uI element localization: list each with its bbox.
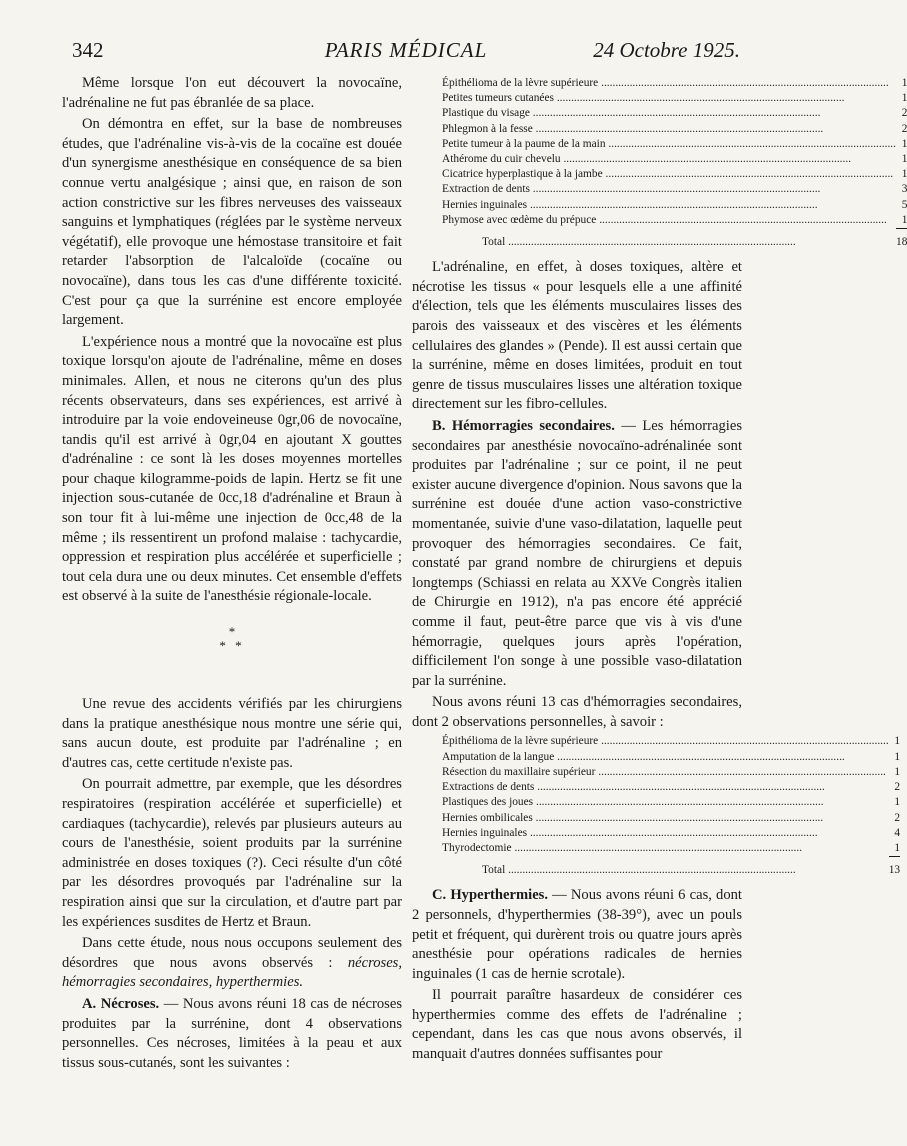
case-label: Petites tumeurs cutanées ..... (442, 92, 844, 104)
table-row (442, 137, 907, 152)
table-row (442, 841, 900, 857)
case-count: 5 (901, 198, 907, 211)
table-row (442, 198, 907, 213)
paragraph: On démontra en effet, sur la base de nombreuses études, que l'adrénaline vis-à-vis de la cocaïne est douée d'un synergisme anesthésique en conséquence de sa bien connue vertu analgésique ; ainsi que, en raison de son action constrictive sur les fibres nerveuses des vaisseaux sanguins et lymphatiques (réglées par le système nerveux végétatif), elle provoque une hémostase transitoire et fait retarder l'absorption de l'alcaloïde (cocaïne ou novocaïne), dans tous les cas d'une différente toxicité. C'est pour ça que la surrénine est encore employée largement. (62, 116, 402, 329)
case-label: Extractions de dents ..... (442, 781, 825, 793)
case-label: Épithélioma de la lèvre supérieure ..... (442, 77, 889, 89)
hemorragies-table (442, 734, 900, 878)
table-row (442, 765, 900, 780)
necroses-table (442, 76, 907, 250)
right-column (412, 74, 907, 1065)
section-heading: B. Hémorragies secondaires. (432, 417, 615, 434)
case-label: Hernies ombilicales ..... (442, 812, 823, 824)
table-row (442, 750, 900, 765)
paragraph: Dans cette étude, nous nous occupons seulement des désordres que nous avons observés : nécroses, hémorragies secondaires, hyperthermies. (62, 935, 402, 991)
paragraph: L'adrénaline, en effet, à doses toxiques, altère et nécrotise les tissus « pour lesquels elle a une affinité d'élection, tels que les éléments musculaires lisses des parois des vaisseaux et des viscères et les éléments cellulaires des glandes » (Pende). Il est aussi certain que la surrénine, même en doses limitées, produit en tout genre de tissus musculaires lisses une altération toxique directement sur les fibro-cellules. (412, 259, 742, 413)
case-label: Hernies inguinales ..... (442, 199, 818, 211)
table-row (442, 122, 907, 137)
paragraph: Une revue des accidents vérifiés par les chirurgiens dans la pratique anesthésique nous montre une série qui, sans aucun doute, est produite par l'adrénaline ; en d'autres cas, cette certitude n'existe pas. (62, 696, 402, 771)
case-count: 1 (901, 92, 907, 105)
case-label: Phymose avec œdème du prépuce ..... (442, 214, 887, 226)
page-number: 342 (72, 38, 104, 62)
total-count: 18 (896, 229, 907, 251)
case-label: Plastique du visage ..... (442, 107, 820, 119)
section-hemorragies: B. Hémorragies secondaires. — Les hémorragies secondaires par anesthésie novocaïno-adrénalinée sont produites par l'adrénaline ; sur ce point, il ne peut exister aucune divergence d'opinion. Nous savons que la surrénine est douée d'une action vaso-constrictive momentanée, suivie d'une vaso-dilatation, laquelle peut provoquer des hémorragies secondaires. Ce fait, constaté par grand nombre de chirurgiens et depuis longtemps (Schiassi en relata au XXVe Congrès italien de Chirurgie en 1912), n'a pas encore été apprécié comme il faut, peut-être parce que vis à vis d'une hémorragie, quelques jours après l'opération, difficilement l'on songe à une possible vaso-dilatation par la surrénine. (412, 417, 742, 689)
table-total-row (442, 229, 907, 251)
paragraph: L'expérience nous a montré que la novocaïne est plus toxique lorsqu'on ajoute de l'adrénaline, même en doses minimales. Allen, et nous ne citerons qu'un des plus récents observateurs, dans ses expériences, est arrivé à introduire par la voie endoveineuse 0gr,06 de novocaïne, tandis qu'il est arrivé à 0gr,04 en ajoutant X gouttes d'adrénaline : ce sont là les doses moyennes mortelles pour chaque kilogramme-poids de lapin. Hertz se fit une injection sous-cutanée de 0cc,18 d'adrénaline et Braun à son tour fit à lui-même une injection de 0cc,48 de la même ; ils ressentirent un profond malaise : tachycardie, oppression et respiration plus accélérée et superficielle ; tout cela dura une ou deux minutes. Cet ensemble d'effets est observé à la suite de l'anesthésie régionale-locale. (62, 333, 402, 605)
total-count: 13 (889, 857, 900, 879)
case-count: 2 (901, 122, 907, 135)
section-heading: A. Nécroses. (82, 995, 160, 1012)
paragraph: Il pourrait paraître hasardeux de considérer ces hyperthermies comme des effets de l'adrénaline ; cependant, dans les cas que nous avons observés, il manquait d'autres données suffisantes pour (412, 987, 742, 1063)
table-row (442, 213, 907, 229)
table-row (442, 106, 907, 121)
case-label: Phlegmon à la fesse ..... (442, 123, 823, 135)
table-row (442, 152, 907, 167)
case-label: Cicatrice hyperplastique à la jambe ..... (442, 168, 893, 180)
table-row (442, 811, 900, 826)
case-label: Extraction de dents ..... (442, 183, 820, 195)
section-separator-asterism: * * * (219, 624, 245, 654)
case-count: 1 (894, 841, 901, 854)
case-count: 4 (894, 826, 901, 839)
table-row (442, 91, 907, 106)
table-row (442, 780, 900, 795)
case-count: 1 (894, 735, 901, 748)
table-row (442, 76, 907, 91)
case-count: 3 (901, 183, 907, 196)
section-heading: C. Hyperthermies. (432, 887, 548, 904)
case-count: 1 (901, 137, 907, 150)
case-count: 1 (901, 153, 907, 166)
table-total-row (442, 857, 900, 879)
case-count: 1 (894, 765, 901, 778)
case-count: 1 (901, 77, 907, 89)
section-necroses: A. Nécroses. — Nous avons réuni 18 cas de nécroses produites par la surrénine, dont 4 observations personnelles. Ces nécroses, limitées à la peau et aux tissus sous-cutanés, sont les suivantes : (62, 995, 402, 1071)
case-count: 2 (894, 781, 901, 794)
case-label: Amputation de la langue ..... (442, 751, 845, 763)
case-label: Résection du maxillaire supérieur ..... (442, 766, 886, 778)
section-hyperthermies: C. Hyperthermies. — Nous avons réuni 6 cas, dont 2 personnels, d'hyperthermies (38-39°), avec un pouls petit et fréquent, qui durèrent trois ou quatre jours après anesthésie pour opérations radicales de hernies inguinales (1 cas de hernie scrotale). (412, 887, 742, 982)
paragraph: Nous avons réuni 13 cas d'hémorragies secondaires, dont 2 observations personnelles, à savoir : (412, 694, 742, 730)
case-count: 1 (901, 168, 907, 181)
case-count: 1 (894, 796, 901, 809)
total-label: Total ..... (482, 236, 796, 248)
table-row (442, 795, 900, 810)
table-row (442, 734, 900, 749)
table-row (442, 826, 900, 841)
table-row (442, 167, 907, 182)
italic-list: nécroses, hémorragies secondaires, hyperthermies. (62, 954, 402, 991)
table-row (442, 182, 907, 197)
case-label: Plastiques des joues ..... (442, 796, 824, 808)
case-label: Épithélioma de la lèvre supérieure ..... (442, 735, 889, 747)
journal-title: PARIS MÉDICAL (324, 38, 488, 62)
case-count: 1 (894, 750, 901, 763)
case-label: Petite tumeur à la paume de la main ..... (442, 138, 896, 150)
case-count: 2 (901, 107, 907, 120)
case-label: Hernies inguinales ..... (442, 827, 818, 839)
total-label: Total ..... (482, 864, 796, 876)
case-label: Thyrodectomie ..... (442, 842, 802, 854)
case-count: 2 (894, 811, 901, 824)
issue-date: 24 Octobre 1925. (593, 38, 740, 62)
case-count: 1 (901, 213, 907, 226)
case-label: Athérome du cuir chevelu ..... (442, 153, 851, 165)
paragraph: On pourrait admettre, par exemple, que les désordres respiratoires (respiration accélérée et superficielle) et cardiaques (tachycardie), relevés par plusieurs auteurs au cours de l'anesthésie, soient produits par la surrénine administrée en doses toxiques (?). Ceci résulte d'un côté par les désordres provoqués par l'adrénaline sur la respiration ainsi que sur la circulation, et d'autre part par les expériences susdites de Hertz et Braun. (62, 776, 402, 930)
left-column (62, 74, 402, 1073)
paragraph: Même lorsque l'on eut découvert la novocaïne, l'adrénaline ne fut pas ébranlée de sa place. (62, 75, 402, 111)
page-header (72, 38, 740, 68)
